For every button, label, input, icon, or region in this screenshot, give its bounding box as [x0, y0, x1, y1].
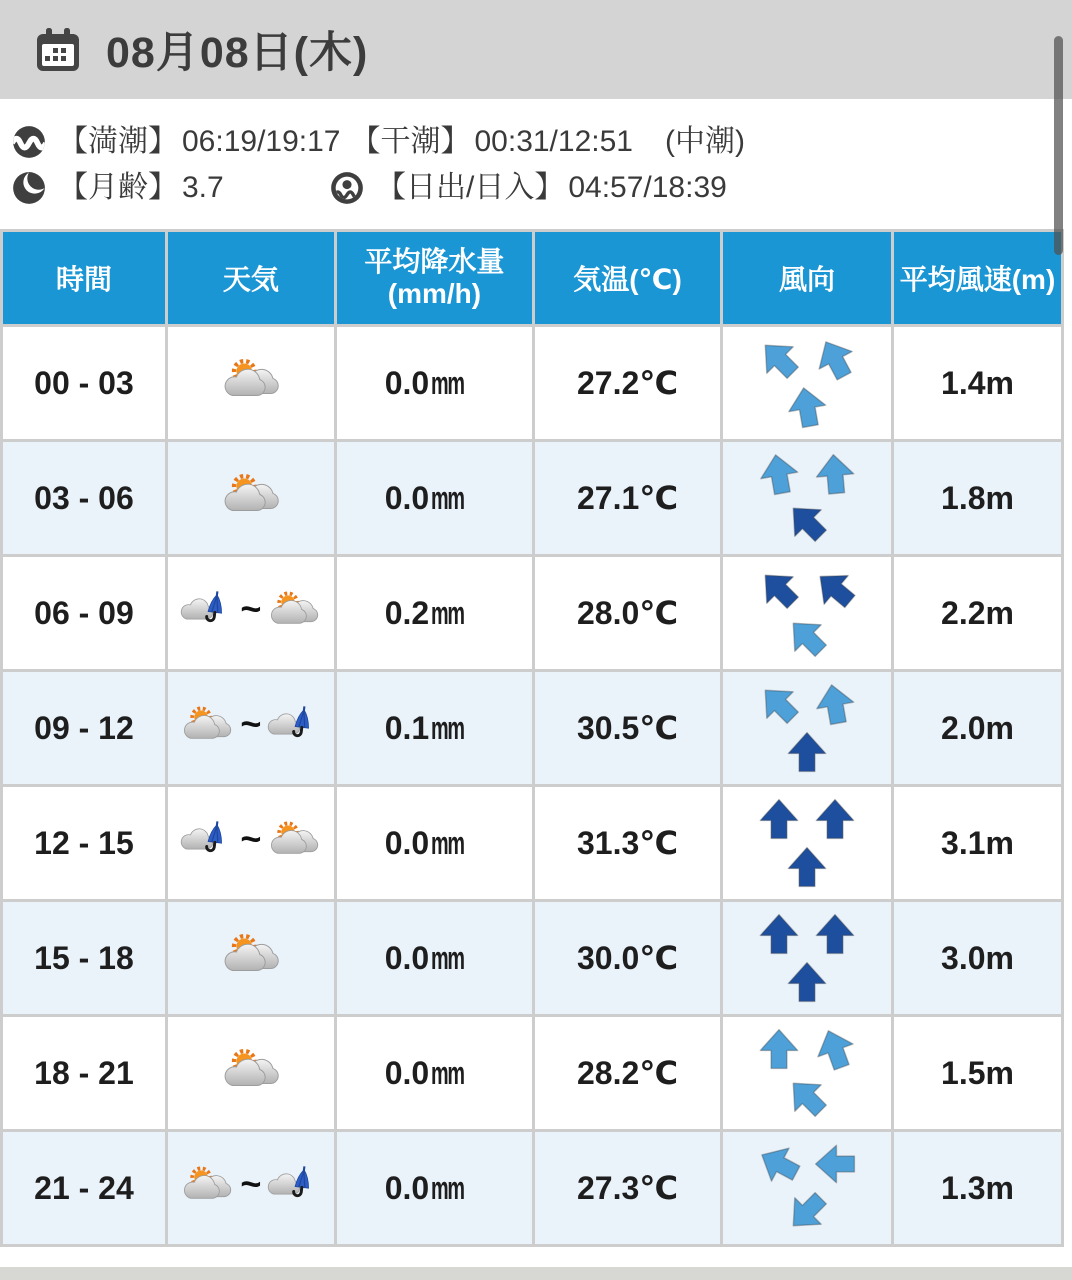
table-header-row: [2, 231, 1063, 326]
wind-speed-unit: m: [985, 364, 1014, 401]
column-header-time: 時間: [2, 231, 167, 326]
column-header-wind-direction: 風向: [722, 231, 893, 326]
temperature-value: 27.1: [577, 480, 640, 516]
precipitation-cell: [335, 441, 533, 556]
partly-cloudy-icon: [267, 817, 321, 861]
precipitation-cell: [335, 1131, 533, 1246]
wind-speed-value: 1.4: [941, 364, 986, 401]
temperature-unit: ℃: [639, 1170, 679, 1206]
sunrise-sunset-label: 【日出/日入】: [376, 171, 565, 204]
wind-arrow-icon: [774, 489, 839, 554]
weather-separator: ~: [240, 588, 262, 629]
wind-speed-unit: m: [985, 479, 1014, 516]
wind-speed-cell: [893, 901, 1063, 1016]
rain-icon: [267, 1162, 321, 1206]
time-cell: [2, 326, 167, 441]
sunrise-icon: [330, 171, 364, 205]
high-tide-label: 【満潮】: [58, 125, 178, 158]
temperature-cell: [533, 556, 721, 671]
temperature-cell: [533, 1131, 721, 1246]
wind-direction-cell: [722, 786, 893, 901]
wind-speed-value: 1.3: [941, 1169, 986, 1206]
precipitation-unit: mm: [431, 479, 465, 516]
high-tide-times: 06:19/19:17: [182, 125, 341, 158]
precipitation-unit: mm: [431, 1054, 465, 1091]
moon-sun-info-line: [12, 165, 1060, 211]
wind-direction-cell: [722, 901, 893, 1016]
wind-arrow-icon: [746, 671, 811, 736]
temperature-value: 27.3: [577, 1170, 640, 1206]
weather-cell: [166, 556, 335, 671]
temperature-value: 30.0: [577, 940, 640, 976]
wind-speed-value: 3.0: [941, 939, 986, 976]
almanac-info-section: [0, 99, 1072, 225]
temperature-cell: [533, 326, 721, 441]
sunrise-sunset-group: [330, 165, 737, 211]
temperature-unit: ℃: [639, 1055, 679, 1091]
wind-speed-unit: m: [985, 594, 1014, 631]
wind-arrow-icon: [812, 911, 858, 957]
partly-cloudy-icon: [220, 930, 282, 978]
wind-arrow-icon: [756, 1026, 802, 1072]
tide-info-line: [12, 119, 1060, 165]
table-row: [2, 1131, 1063, 1246]
weather-separator: ~: [240, 818, 262, 859]
wind-arrow-icon: [752, 447, 805, 500]
weather-cell: [166, 901, 335, 1016]
weather-cell: [166, 1131, 335, 1246]
precipitation-cell: [335, 786, 533, 901]
temperature-value: 30.5: [577, 710, 640, 746]
temperature-cell: [533, 901, 721, 1016]
partly-cloudy-icon: [267, 587, 321, 631]
scrollbar-thumb[interactable]: [1054, 36, 1063, 255]
moon-icon: [12, 171, 46, 205]
wind-speed-cell: [893, 326, 1063, 441]
wind-speed-cell: [893, 1131, 1063, 1246]
date-title: 08月08日(木): [106, 29, 369, 77]
moon-age-group: [12, 165, 330, 211]
table-row: [2, 786, 1063, 901]
wind-arrow-icon: [812, 796, 858, 842]
table-row: [2, 556, 1063, 671]
precipitation-unit: mm: [431, 824, 465, 861]
precipitation-unit: mm: [431, 939, 465, 976]
temperature-value: 28.0: [577, 595, 640, 631]
time-cell: [2, 671, 167, 786]
wind-arrow-icon: [810, 449, 860, 499]
wind-arrow-icon: [746, 326, 811, 391]
table-row: [2, 671, 1063, 786]
wind-speed-cell: [893, 786, 1063, 901]
time-range: 18 - 21: [34, 1054, 134, 1091]
wind-arrow-icon: [784, 959, 830, 1005]
time-range: 12 - 15: [34, 824, 134, 861]
wind-direction-cell: [722, 326, 893, 441]
precipitation-value: 0.0: [384, 1169, 430, 1206]
temperature-unit: ℃: [639, 595, 679, 631]
temperature-value: 28.2: [577, 1055, 640, 1091]
precipitation-unit: mm: [431, 1169, 465, 1206]
wind-speed-unit: m: [985, 709, 1014, 746]
precipitation-value: 0.2: [384, 594, 430, 631]
temperature-unit: ℃: [639, 480, 679, 516]
low-tide-times: 00:31/12:51: [474, 125, 633, 158]
precipitation-value: 0.0: [384, 479, 430, 516]
precipitation-value: 0.0: [384, 824, 430, 861]
wind-arrow-icon: [784, 844, 830, 890]
wind-arrow-icon: [804, 328, 866, 390]
precipitation-unit: mm: [431, 594, 465, 631]
wind-speed-value: 2.0: [941, 709, 986, 746]
temperature-unit: ℃: [639, 940, 679, 976]
weather-separator: ~: [240, 1163, 262, 1204]
temperature-value: 31.3: [577, 825, 640, 861]
wind-speed-unit: m: [985, 1169, 1014, 1206]
time-range: 09 - 12: [34, 709, 134, 746]
time-range: 06 - 09: [34, 594, 134, 631]
tide-icon: [12, 125, 46, 159]
wind-direction-cell: [722, 1016, 893, 1131]
time-cell: [2, 786, 167, 901]
forecast-table: [0, 229, 1064, 1247]
temperature-unit: ℃: [639, 365, 679, 401]
weather-cell: [166, 786, 335, 901]
precipitation-value: 0.1: [384, 709, 430, 746]
wind-arrow-icon: [784, 729, 830, 775]
temperature-unit: ℃: [639, 710, 679, 746]
temperature-cell: [533, 671, 721, 786]
wind-speed-value: 1.5: [941, 1054, 986, 1091]
time-cell: [2, 1016, 167, 1131]
weather-cell: [166, 671, 335, 786]
wind-speed-cell: [893, 441, 1063, 556]
moon-age-value: 3.7: [182, 171, 224, 204]
sunrise-sunset-times: 04:57/18:39: [568, 171, 727, 204]
bottom-divider: [0, 1267, 1072, 1280]
precipitation-value: 0.0: [384, 939, 430, 976]
wind-direction-cell: [722, 671, 893, 786]
time-cell: [2, 1131, 167, 1246]
wind-direction-cell: [722, 441, 893, 556]
partly-cloudy-icon: [180, 1162, 234, 1206]
wind-speed-unit: m: [985, 1054, 1014, 1091]
table-row: [2, 1016, 1063, 1131]
table-row: [2, 441, 1063, 556]
weather-cell: [166, 1016, 335, 1131]
temperature-unit: ℃: [639, 825, 679, 861]
precipitation-cell: [335, 671, 533, 786]
table-row: [2, 901, 1063, 1016]
partly-cloudy-icon: [180, 702, 234, 746]
wind-arrow-icon: [756, 796, 802, 842]
precipitation-value: 0.0: [384, 1054, 430, 1091]
column-header-weather: 天気: [166, 231, 335, 326]
tide-type: (中潮): [664, 125, 745, 158]
precipitation-cell: [335, 326, 533, 441]
column-header-temperature: 気温(℃): [533, 231, 721, 326]
wind-speed-unit: m: [985, 824, 1014, 861]
wind-arrow-icon: [806, 1020, 865, 1079]
time-range: 03 - 06: [34, 479, 134, 516]
precipitation-cell: [335, 556, 533, 671]
partly-cloudy-icon: [220, 1045, 282, 1093]
wind-direction-cell: [722, 1131, 893, 1246]
time-range: 21 - 24: [34, 1169, 134, 1206]
temperature-value: 27.2: [577, 365, 640, 401]
time-cell: [2, 441, 167, 556]
temperature-cell: [533, 441, 721, 556]
date-header: [0, 0, 1072, 99]
time-range: 15 - 18: [34, 939, 134, 976]
temperature-cell: [533, 1016, 721, 1131]
precipitation-unit: mm: [431, 364, 465, 401]
moon-age-label: 【月齢】: [58, 171, 178, 204]
wind-speed-unit: m: [985, 939, 1014, 976]
column-header-wind-speed: 平均風速(m): [893, 231, 1063, 326]
precipitation-cell: [335, 1016, 533, 1131]
wind-arrow-icon: [812, 1141, 858, 1187]
precipitation-unit: mm: [431, 709, 465, 746]
time-cell: [2, 901, 167, 1016]
precipitation-cell: [335, 901, 533, 1016]
rain-icon: [267, 702, 321, 746]
rain-icon: [180, 587, 234, 631]
wind-speed-value: 2.2: [941, 594, 986, 631]
weather-cell: [166, 326, 335, 441]
temperature-cell: [533, 786, 721, 901]
partly-cloudy-icon: [220, 355, 282, 403]
wind-arrow-icon: [808, 677, 861, 730]
precipitation-value: 0.0: [384, 364, 430, 401]
time-range: 00 - 03: [34, 364, 134, 401]
weather-separator: ~: [240, 703, 262, 744]
wind-arrow-icon: [780, 380, 833, 433]
time-cell: [2, 556, 167, 671]
wind-arrow-icon: [756, 911, 802, 957]
table-row: [2, 326, 1063, 441]
wind-speed-cell: [893, 1016, 1063, 1131]
wind-speed-cell: [893, 556, 1063, 671]
weather-cell: [166, 441, 335, 556]
low-tide-label: 【干潮】: [350, 125, 471, 158]
wind-direction-cell: [722, 556, 893, 671]
wind-speed-cell: [893, 671, 1063, 786]
wind-speed-value: 1.8: [941, 479, 986, 516]
calendar-icon: [34, 26, 82, 74]
wind-speed-value: 3.1: [941, 824, 986, 861]
partly-cloudy-icon: [220, 470, 282, 518]
rain-icon: [180, 817, 234, 861]
column-header-precipitation: 平均降水量 (mm/h): [335, 231, 533, 326]
